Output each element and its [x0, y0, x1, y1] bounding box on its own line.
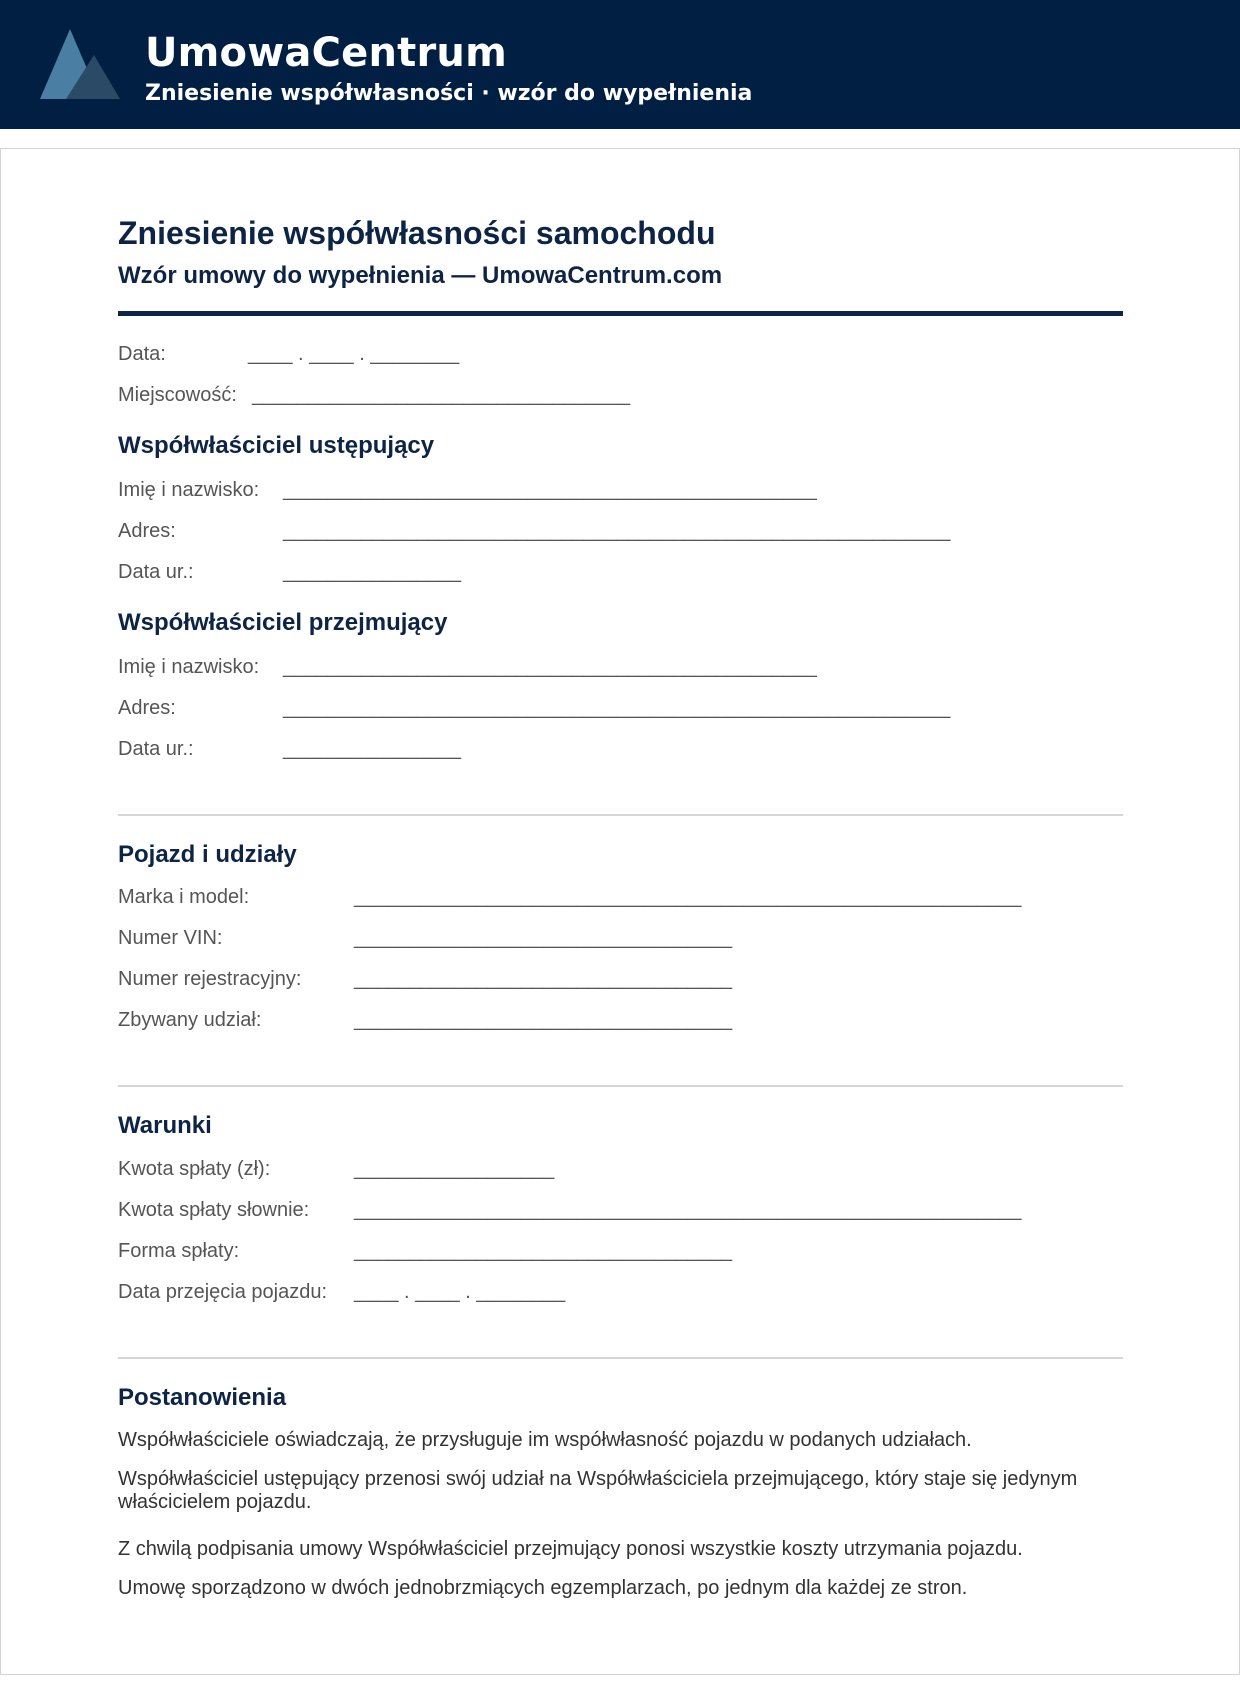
vehicle-make-field[interactable]: ____________________________________________________________	[354, 886, 1022, 908]
place-label: Miejscowość:	[118, 384, 237, 406]
seller-birth-field[interactable]: ________________	[283, 561, 461, 583]
payment-form-label: Forma spłaty:	[118, 1240, 240, 1262]
vehicle-vin-label: Numer VIN:	[118, 927, 223, 949]
section-divider	[118, 1085, 1123, 1087]
seller-name-field[interactable]: ________________________________________________	[283, 479, 817, 501]
section-divider	[118, 814, 1123, 816]
vehicle-reg-field[interactable]: __________________________________	[354, 968, 733, 990]
vehicle-reg-label: Numer rejestracyjny:	[118, 968, 302, 990]
place-field[interactable]: __________________________________	[252, 384, 631, 406]
buyer-name-field[interactable]: ________________________________________________	[283, 656, 817, 678]
title-divider	[118, 311, 1123, 316]
buyer-name-label: Imię i nazwisko:	[118, 656, 260, 678]
takeover-date-field[interactable]: ____ . ____ . ________	[354, 1281, 566, 1303]
vehicle-make-label: Marka i model:	[118, 886, 250, 908]
provision-clause: Umowę sporządzono w dwóch jednobrzmiących egzemplarzach, po jednym dla każdej ze stron.	[118, 1577, 968, 1599]
buyer-address-label: Adres:	[118, 697, 176, 719]
document-subtitle: Wzór umowy do wypełnienia — UmowaCentrum.com	[118, 262, 723, 289]
section-divider	[118, 1357, 1123, 1359]
terms-heading: Warunki	[118, 1112, 212, 1139]
provisions-heading: Postanowienia	[118, 1384, 287, 1411]
buyer-address-field[interactable]: ____________________________________________________________	[283, 697, 951, 719]
document-title: Zniesienie współwłasności samochodu	[118, 215, 716, 251]
payment-form-field[interactable]: __________________________________	[354, 1240, 733, 1262]
triangle-logo-icon	[40, 29, 120, 99]
seller-name-label: Imię i nazwisko:	[118, 479, 260, 501]
seller-heading: Współwłaściciel ustępujący	[118, 432, 435, 459]
amount-label: Kwota spłaty (zł):	[118, 1158, 271, 1180]
seller-address-label: Adres:	[118, 520, 176, 542]
amount-words-field[interactable]: ____________________________________________________________	[354, 1199, 1022, 1221]
vehicle-heading: Pojazd i udziały	[118, 841, 297, 868]
buyer-heading: Współwłaściciel przejmujący	[118, 609, 448, 636]
vehicle-vin-field[interactable]: __________________________________	[354, 927, 733, 949]
takeover-date-label: Data przejęcia pojazdu:	[118, 1281, 328, 1303]
header-banner	[0, 0, 1240, 129]
provision-clause: Współwłaściciel ustępujący przenosi swój udział na Współwłaściciela przejmującego, który staje się jedynym właścicielem pojazdu.	[118, 1468, 1078, 1513]
provision-clause: Z chwilą podpisania umowy Współwłaściciel przejmujący ponosi wszystkie koszty utrzymania pojazdu.	[118, 1538, 1023, 1560]
brand-tagline: Zniesienie współwłasności · wzór do wypełnienia	[145, 81, 753, 106]
buyer-birth-label: Data ur.:	[118, 738, 194, 760]
seller-address-field[interactable]: ____________________________________________________________	[283, 520, 951, 542]
provision-clause: Współwłaściciele oświadczają, że przysługuje im współwłasność pojazdu w podanych udziałach.	[118, 1429, 972, 1451]
seller-birth-label: Data ur.:	[118, 561, 194, 583]
date-field[interactable]: ____ . ____ . ________	[248, 343, 460, 365]
amount-words-label: Kwota spłaty słownie:	[118, 1199, 310, 1221]
buyer-birth-field[interactable]: ________________	[283, 738, 461, 760]
amount-field[interactable]: __________________	[354, 1158, 555, 1180]
brand-name: UmowaCentrum	[145, 30, 507, 76]
date-label: Data:	[118, 343, 166, 365]
vehicle-share-label: Zbywany udział:	[118, 1009, 262, 1031]
vehicle-share-field[interactable]: __________________________________	[354, 1009, 733, 1031]
